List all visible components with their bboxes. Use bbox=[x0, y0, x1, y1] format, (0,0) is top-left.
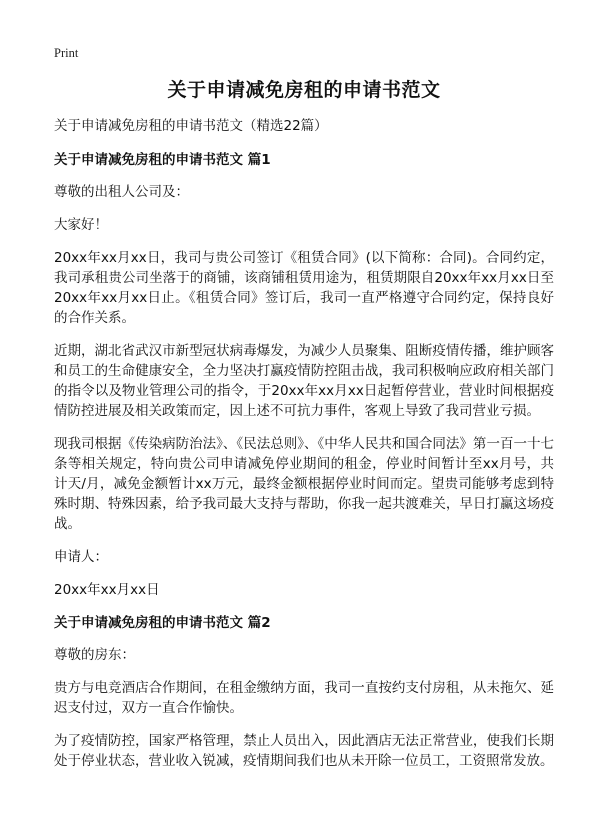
salutation: 尊敬的房东： bbox=[54, 647, 135, 663]
date-line: 20xx年xx月xx日 bbox=[54, 582, 160, 598]
section-heading: 关于申请减免房租的申请书范文 篇1 bbox=[54, 152, 271, 168]
applicant-label: 申请人： bbox=[54, 549, 108, 565]
body-paragraph: 20xx年xx月xx日，我司与贵公司签订《租赁合同》(以下简称：合同)。合同约定，我司承租贵公司坐落于的商铺，该商铺租赁用途为，租赁期限自20xx年xx月xx日至20xx年xx月xx日止。《租赁合同》签订后，我司一直严格遵守合同约定，保持良好的合作关系。 bbox=[54, 250, 554, 326]
section-1 bbox=[54, 150, 554, 600]
section-heading: 关于申请减免房租的申请书范文 篇2 bbox=[54, 615, 271, 631]
body-paragraph: 为了疫情防控，国家严格管理，禁止人员出入，因此酒店无法正常营业，使我们长期处于停业状态，营业收入锐减，疫情期间我们也从未开除一位员工，工资照常发放。 bbox=[54, 733, 554, 769]
document-subtitle: 关于申请减免房租的申请书范文（精选22篇） bbox=[54, 118, 328, 134]
body-paragraph: 贵方与电竞酒店合作期间，在租金缴纳方面，我司一直按约支付房租，从未拖欠、延迟支付过，双方一直合作愉快。 bbox=[54, 680, 554, 716]
print-label: Print bbox=[54, 46, 79, 60]
body-paragraph: 近期，湖北省武汉市新型冠状病毒爆发，为减少人员聚集、阻断疫情传播，维护顾客和员工的生命健康安全，全力坚决打赢疫情防控阻击战，我司积极响应政府相关部门的指令以及物业管理公司的指令，于20xx年xx月xx日起暂停营业，营业时间根据疫情防控进展及相关政策而定，因上述不可抗力事件，客观上导致了我司营业亏损。 bbox=[54, 343, 554, 419]
document-title: 关于申请减免房租的申请书范文 bbox=[167, 79, 441, 101]
section-2 bbox=[54, 613, 554, 771]
body-paragraph: 现我司根据《传染病防治法》、《民法总则》、《中华人民共和国合同法》第一百一十七条等相关规定，特向贵公司申请减免停业期间的租金，停业时间暂计至xx月号，共计天/月，减免金额暂计xx万元，最终金额根据停业时间而定。望贵司能够考虑到特殊时期、特殊因素，给予我司最大支持与帮助，你我一起共渡难关，早日打赢这场疫战。 bbox=[54, 436, 554, 532]
greeting: 大家好！ bbox=[54, 217, 108, 233]
salutation: 尊敬的出租人公司及： bbox=[54, 184, 189, 200]
